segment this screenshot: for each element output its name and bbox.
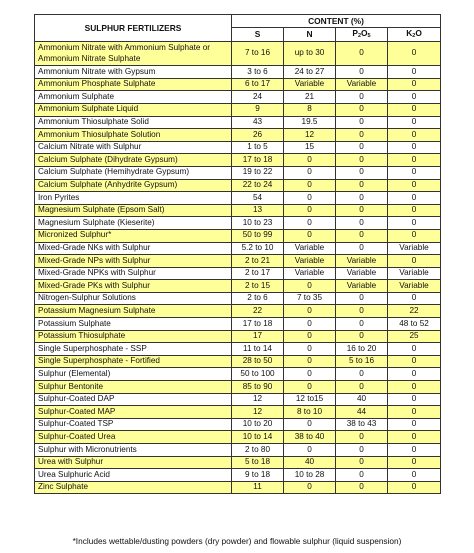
fertilizer-name: Magnesium Sulphate (Kieserite) [35,217,232,230]
fertilizer-name: Sulphur with Micronutrients [35,444,232,457]
table-row [35,255,441,268]
nitrogen-value: 0 [284,280,336,293]
phosphate-value: 0 [336,129,388,142]
potash-value: 0 [388,355,441,368]
sulphur-value: 2 to 80 [232,444,284,457]
potash-value: 0 [388,204,441,217]
sulphur-value: 17 to 18 [232,154,284,167]
nitrogen-value: 24 to 27 [284,66,336,79]
potash-value: 0 [388,192,441,205]
fertilizer-name: Mixed-Grade NKs with Sulphur [35,242,232,255]
sulphur-value: 9 [232,103,284,116]
nitrogen-value: 0 [284,368,336,381]
header-content: CONTENT (%) [232,15,441,28]
fertilizer-name: Sulphur-Coated TSP [35,418,232,431]
sulphur-value: 6 to 17 [232,78,284,91]
potash-value: 0 [388,469,441,482]
fertilizer-name: Potassium Magnesium Sulphate [35,305,232,318]
sulphur-value: 11 to 14 [232,343,284,356]
sulphur-value: 2 to 6 [232,292,284,305]
table-row [35,78,441,91]
nitrogen-value: Variable [284,242,336,255]
nitrogen-value: 0 [284,166,336,179]
sulphur-value: 9 to 18 [232,469,284,482]
potash-value: 0 [388,292,441,305]
nitrogen-value: 0 [284,355,336,368]
potash-value: 0 [388,141,441,154]
potash-value: 48 to 52 [388,318,441,331]
fertilizer-name: Ammonium Phosphate Sulphate [35,78,232,91]
col-s-header: S [232,27,284,42]
footnote: *Includes wettable/dusting powders (dry powder) and flowable sulphur (liquid suspension) [72,536,402,546]
fertilizer-name: Ammonium Thiosulphate Solid [35,116,232,129]
table-row [35,431,441,444]
fertilizer-name: Micronized Sulphur* [35,229,232,242]
sulphur-value: 5 to 18 [232,456,284,469]
nitrogen-value: 0 [284,179,336,192]
table-row [35,456,441,469]
potash-value: 0 [388,343,441,356]
sulphur-value: 12 [232,406,284,419]
nitrogen-value: 0 [284,204,336,217]
col-k2o-header: K2O [388,27,441,42]
sulphur-fertilizers-table [34,14,441,494]
table-row [35,481,441,494]
potash-value: 0 [388,129,441,142]
sulphur-value: 24 [232,91,284,104]
phosphate-value: 0 [336,292,388,305]
table-row [35,444,441,457]
nitrogen-value: Variable [284,255,336,268]
potash-value: 25 [388,330,441,343]
fertilizer-name: Iron Pyrites [35,192,232,205]
potash-value: 0 [388,418,441,431]
phosphate-value: 0 [336,444,388,457]
fertilizer-name: Ammonium Nitrate with Gypsum [35,66,232,79]
fertilizer-name: Mixed-Grade PKs with Sulphur [35,280,232,293]
fertilizer-name: Ammonium Thiosulphate Solution [35,129,232,142]
sulphur-value: 10 to 20 [232,418,284,431]
sulphur-value: 50 to 99 [232,229,284,242]
potash-value: 0 [388,42,441,66]
phosphate-value: 0 [336,91,388,104]
phosphate-value: 0 [336,469,388,482]
phosphate-value: 0 [336,217,388,230]
table-row [35,280,441,293]
sulphur-value: 50 to 100 [232,368,284,381]
sulphur-value: 54 [232,192,284,205]
table-row [35,355,441,368]
potash-value: 0 [388,406,441,419]
potash-value: 0 [388,179,441,192]
potash-value: Variable [388,280,441,293]
phosphate-value: 0 [336,103,388,116]
nitrogen-value: 21 [284,91,336,104]
fertilizer-name: Potassium Sulphate [35,318,232,331]
nitrogen-value: up to 30 [284,42,336,66]
fertilizer-name: Mixed-Grade NPKs with Sulphur [35,267,232,280]
table-row [35,318,441,331]
potash-value: 0 [388,217,441,230]
potash-value: Variable [388,267,441,280]
potash-value: 0 [388,116,441,129]
table-row [35,42,441,66]
sulphur-value: 85 to 90 [232,381,284,394]
phosphate-value: Variable [336,78,388,91]
table-row [35,154,441,167]
sulphur-value: 22 [232,305,284,318]
table-row [35,343,441,356]
fertilizer-name: Calcium Sulphate (Anhydrite Gypsum) [35,179,232,192]
table-row [35,179,441,192]
nitrogen-value: 0 [284,217,336,230]
sulphur-value: 7 to 16 [232,42,284,66]
nitrogen-value: 0 [284,305,336,318]
nitrogen-value: 0 [284,481,336,494]
fertilizer-name: Single Superphosphate - SSP [35,343,232,356]
phosphate-value: 0 [336,204,388,217]
nitrogen-value: 38 to 40 [284,431,336,444]
phosphate-value: 0 [336,381,388,394]
fertilizer-name: Sulphur-Coated MAP [35,406,232,419]
potash-value: 0 [388,255,441,268]
potash-value: 0 [388,393,441,406]
phosphate-value: 0 [336,141,388,154]
nitrogen-value: Variable [284,78,336,91]
nitrogen-value: 40 [284,456,336,469]
nitrogen-value: 0 [284,343,336,356]
nitrogen-value: 8 [284,103,336,116]
phosphate-value: Variable [336,255,388,268]
fertilizer-name: Ammonium Sulphate Liquid [35,103,232,116]
phosphate-value: 5 to 16 [336,355,388,368]
sulphur-value: 2 to 17 [232,267,284,280]
fertilizer-name: Ammonium Sulphate [35,91,232,104]
nitrogen-value: 0 [284,418,336,431]
nitrogen-value: 12 to15 [284,393,336,406]
sulphur-value: 22 to 24 [232,179,284,192]
phosphate-value: 0 [336,192,388,205]
potash-value: 0 [388,229,441,242]
potash-value: Variable [388,242,441,255]
sulphur-value: 10 to 14 [232,431,284,444]
phosphate-value: Variable [336,280,388,293]
sulphur-value: 11 [232,481,284,494]
potash-value: 0 [388,91,441,104]
table-row [35,267,441,280]
phosphate-value: 0 [336,66,388,79]
nitrogen-value: 0 [284,192,336,205]
sulphur-value: 19 to 22 [232,166,284,179]
potash-value: 0 [388,66,441,79]
nitrogen-value: 19.5 [284,116,336,129]
fertilizer-name: Ammonium Nitrate with Ammonium Sulphate or Ammonium Nitrate Sulphate [35,42,232,66]
sulphur-value: 3 to 6 [232,66,284,79]
table-row [35,406,441,419]
table-row [35,204,441,217]
potash-value: 0 [388,444,441,457]
phosphate-value: 0 [336,318,388,331]
phosphate-value: 0 [336,179,388,192]
sulphur-value: 2 to 15 [232,280,284,293]
fertilizer-name: Magnesium Sulphate (Epsom Salt) [35,204,232,217]
potash-value: 0 [388,481,441,494]
table-row [35,217,441,230]
phosphate-value: 0 [336,242,388,255]
table-row [35,330,441,343]
fertilizer-name: Calcium Sulphate (Dihydrate Gypsum) [35,154,232,167]
potash-value: 22 [388,305,441,318]
potash-value: 0 [388,431,441,444]
phosphate-value: 0 [336,330,388,343]
sulphur-value: 13 [232,204,284,217]
fertilizer-name: Urea Sulphuric Acid [35,469,232,482]
sulphur-value: 17 to 18 [232,318,284,331]
phosphate-value: 0 [336,431,388,444]
phosphate-value: 0 [336,42,388,66]
fertilizer-name: Calcium Nitrate with Sulphur [35,141,232,154]
phosphate-value: 0 [336,229,388,242]
table-row [35,166,441,179]
col-n-header: N [284,27,336,42]
fertilizer-name: Sulphur Bentonite [35,381,232,394]
fertilizer-name: Sulphur-Coated Urea [35,431,232,444]
potash-value: 0 [388,456,441,469]
nitrogen-value: 10 to 28 [284,469,336,482]
fertilizer-name: Potassium Thiosulphate [35,330,232,343]
table-row [35,66,441,79]
potash-value: 0 [388,103,441,116]
nitrogen-value: 8 to 10 [284,406,336,419]
fertilizer-name: Zinc Sulphate [35,481,232,494]
potash-value: 0 [388,368,441,381]
sulphur-value: 12 [232,393,284,406]
table-row [35,141,441,154]
phosphate-value: 16 to 20 [336,343,388,356]
header-title: SULPHUR FERTILIZERS [35,15,232,42]
phosphate-value: 0 [336,368,388,381]
sulphur-value: 26 [232,129,284,142]
table-row [35,192,441,205]
sulphur-value: 17 [232,330,284,343]
sulphur-value: 1 to 5 [232,141,284,154]
phosphate-value: 0 [336,456,388,469]
fertilizer-name: Sulphur-Coated DAP [35,393,232,406]
fertilizer-name: Mixed-Grade NPs with Sulphur [35,255,232,268]
table-row [35,116,441,129]
fertilizer-name: Single Superphosphate - Fortified [35,355,232,368]
table-row [35,393,441,406]
fertilizer-name: Sulphur (Elemental) [35,368,232,381]
nitrogen-value: 0 [284,381,336,394]
sulphur-value: 28 to 50 [232,355,284,368]
nitrogen-value: 0 [284,229,336,242]
phosphate-value: 40 [336,393,388,406]
table-body [35,42,441,494]
sulphur-value: 5.2 to 10 [232,242,284,255]
table-row [35,229,441,242]
phosphate-value: 38 to 43 [336,418,388,431]
table-row [35,103,441,116]
fertilizer-name: Nitrogen-Sulphur Solutions [35,292,232,305]
phosphate-value: 0 [336,305,388,318]
nitrogen-value: 7 to 35 [284,292,336,305]
sulphur-value: 10 to 23 [232,217,284,230]
nitrogen-value: 12 [284,129,336,142]
sulphur-value: 2 to 21 [232,255,284,268]
phosphate-value: 0 [336,154,388,167]
fertilizer-table-container [34,14,440,494]
fertilizer-name: Calcium Sulphate (Hemihydrate Gypsum) [35,166,232,179]
nitrogen-value: 0 [284,318,336,331]
sulphur-value: 43 [232,116,284,129]
potash-value: 0 [388,166,441,179]
potash-value: 0 [388,381,441,394]
nitrogen-value: 0 [284,330,336,343]
table-row [35,469,441,482]
nitrogen-value: 15 [284,141,336,154]
nitrogen-value: 0 [284,444,336,457]
nitrogen-value: Variable [284,267,336,280]
col-p2o5-header: P2O5 [336,27,388,42]
table-row [35,305,441,318]
nitrogen-value: 0 [284,154,336,167]
table-row [35,129,441,142]
phosphate-value: 0 [336,481,388,494]
potash-value: 0 [388,154,441,167]
table-row [35,418,441,431]
table-row [35,381,441,394]
potash-value: 0 [388,78,441,91]
table-row [35,242,441,255]
table-row [35,91,441,104]
phosphate-value: 0 [336,166,388,179]
table-row [35,368,441,381]
phosphate-value: 0 [336,116,388,129]
table-row [35,292,441,305]
phosphate-value: Variable [336,267,388,280]
phosphate-value: 44 [336,406,388,419]
fertilizer-name: Urea with Sulphur [35,456,232,469]
